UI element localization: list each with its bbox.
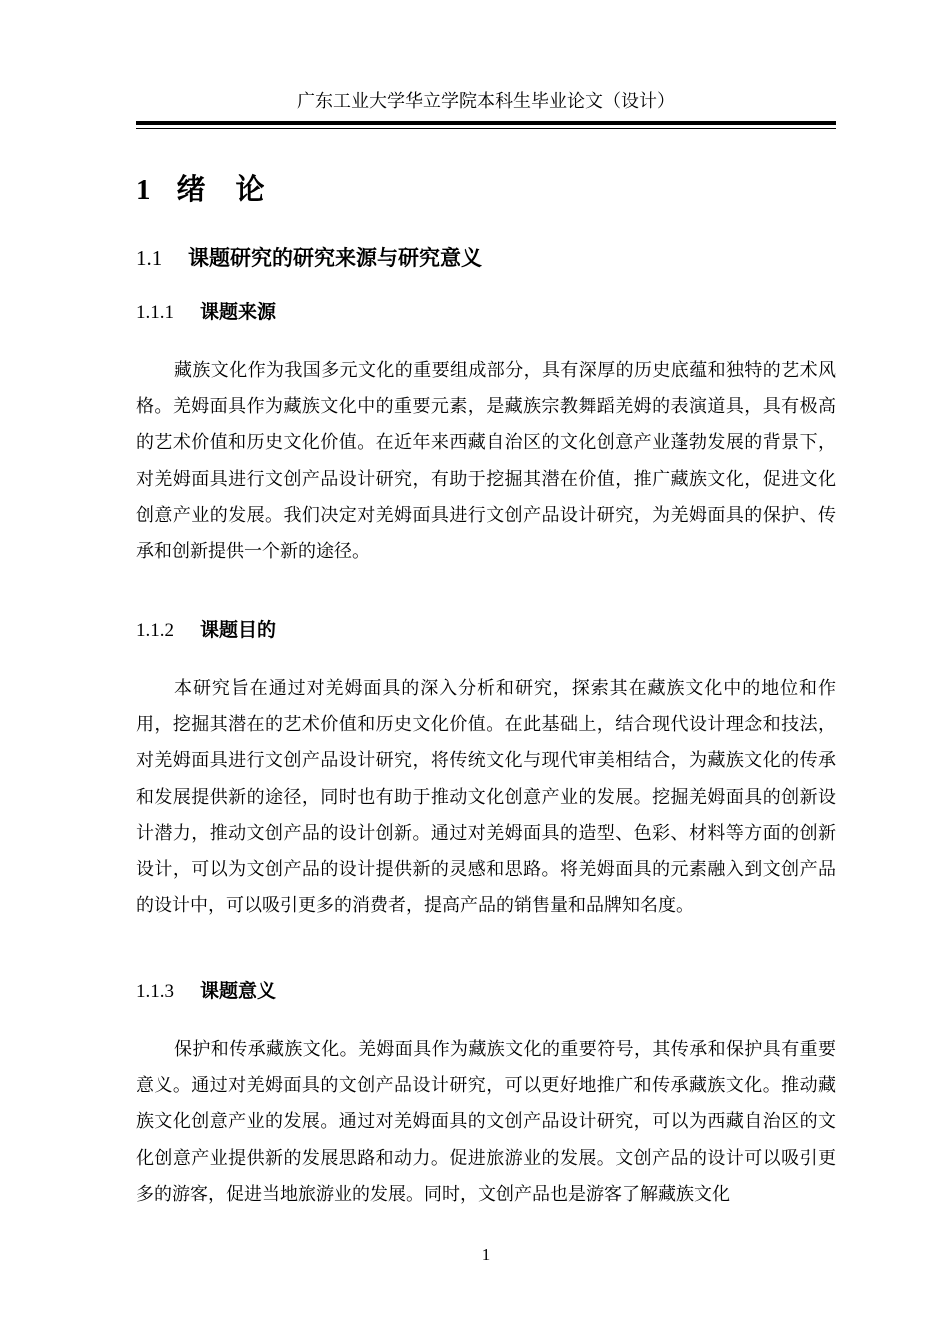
header-rule-thick [136, 121, 836, 125]
paragraph-topic-significance: 保护和传承藏族文化。羌姆面具作为藏族文化的重要符号，其传承和保护具有重要意义。通过对羌姆面具的文创产品设计研究，可以更好地推广和传承藏族文化。推动藏族文化创意产业的发展。通过对羌姆面具的文创产品设计研究，可以为西藏自治区的文化创意产业提供新的发展思路和动力。促进旅游业的发展。文创产品的设计可以吸引更多的游客，促进当地旅游业的发展。同时，文创产品也是游客了解藏族文化 [136, 1039, 836, 1205]
chapter-number: 1 [136, 174, 151, 206]
subsection-heading-1-1-3 [136, 978, 276, 1005]
subsection-title: 课题来源 [200, 301, 277, 323]
subsection-number: 1.1.2 [136, 620, 174, 641]
subsection-title: 课题意义 [200, 980, 277, 1002]
subsection-number: 1.1.1 [136, 302, 174, 323]
subsection-heading-1-1-2 [136, 617, 276, 644]
chapter-heading [136, 170, 265, 209]
subsection-heading-1-1-1 [136, 299, 276, 326]
chapter-title-char-2: 论 [235, 172, 265, 206]
page-number: 1 [481, 1245, 491, 1264]
paragraph-topic-source: 藏族文化作为我国多元文化的重要组成部分，具有深厚的历史底蕴和独特的艺术风格。羌姆面具作为藏族文化中的重要元素，是藏族宗教舞蹈羌姆的表演道具，具有极高的艺术价值和历史文化价值。在近年来西藏自治区的文化创意产业蓬勃发展的背景下，对羌姆面具进行文创产品设计研究，有助于挖掘其潜在价值，推广藏族文化，促进文化创意产业的发展。我们决定对羌姆面具进行文创产品设计研究，为羌姆面具的保护、传承和创新提供一个新的途径。 [136, 360, 836, 563]
chapter-title-char-1: 绪 [176, 172, 206, 206]
section-title: 课题研究的研究来源与研究意义 [188, 246, 482, 270]
subsection-title: 课题目的 [200, 619, 277, 641]
header-rule-thin [136, 128, 836, 129]
header-title: 广东工业大学华立学院本科生毕业论文（设计） [297, 91, 675, 112]
subsection-number: 1.1.3 [136, 981, 174, 1002]
paragraph-topic-purpose: 本研究旨在通过对羌姆面具的深入分析和研究，探索其在藏族文化中的地位和作用，挖掘其潜在的艺术价值和历史文化价值。在此基础上，结合现代设计理念和技法，对羌姆面具进行文创产品设计研究，将传统文化与现代审美相结合，为藏族文化的传承和发展提供新的途径，同时也有助于推动文化创意产业的发展。挖掘羌姆面具的创新设计潜力，推动文创产品的设计创新。通过对羌姆面具的造型、色彩、材料等方面的创新设计，可以为文创产品的设计提供新的灵感和思路。将羌姆面具的元素融入到文创产品的设计中，可以吸引更多的消费者，提高产品的销售量和品牌知名度。 [136, 678, 836, 917]
section-number: 1.1 [136, 246, 163, 270]
section-heading-1-1 [136, 244, 482, 272]
